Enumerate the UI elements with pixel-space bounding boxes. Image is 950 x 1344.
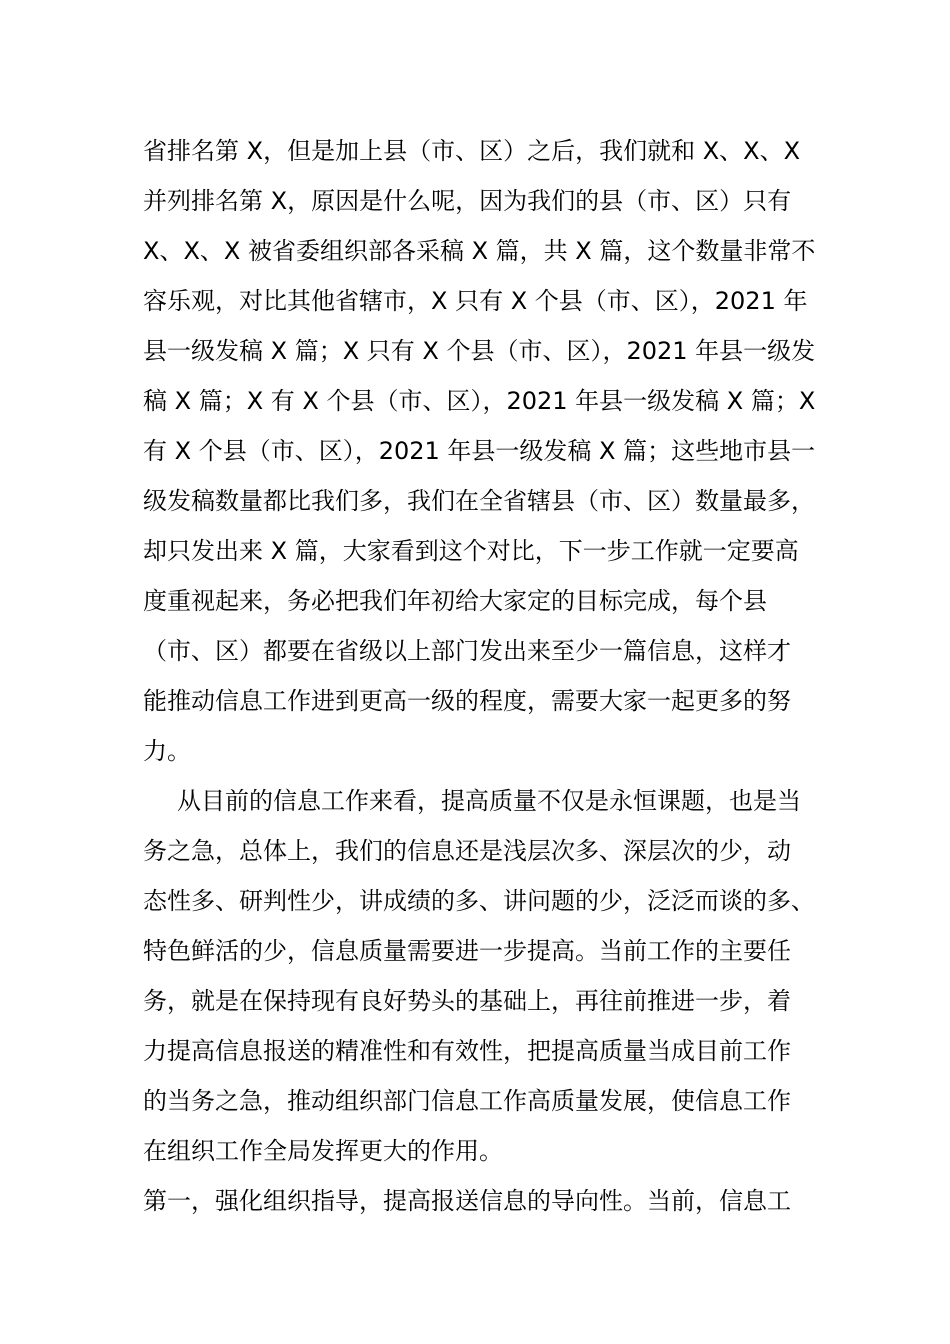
text-line: 却只发出来 X 篇，大家看到这个对比，下一步工作就一定要高 [143, 537, 799, 565]
text-line: 省排名第 X，但是加上县（市、区）之后，我们就和 X、X、X [143, 137, 801, 165]
text-line: 的当务之急，推动组织部门信息工作高质量发展，使信息工作 [143, 1087, 791, 1115]
text-line: 并列排名第 X，原因是什么呢，因为我们的县（市、区）只有 [143, 187, 792, 215]
text-line: 特色鲜活的少，信息质量需要进一步提高。当前工作的主要任 [143, 937, 791, 965]
text-line: 态性多、研判性少，讲成绩的多、讲问题的少，泛泛而谈的多、 [143, 887, 815, 915]
text-line: 稿 X 篇；X 有 X 个县（市、区），2021 年县一级发稿 X 篇；X [143, 387, 816, 415]
text-line: 县一级发稿 X 篇；X 只有 X 个县（市、区），2021 年县一级发 [143, 337, 816, 365]
text-line: 务，就是在保持现有良好势头的基础上，再往前推进一步，着 [143, 987, 791, 1015]
text-line: 务之急，总体上，我们的信息还是浅层次多、深层次的少，动 [143, 837, 791, 865]
text-line: （市、区）都要在省级以上部门发出来至少一篇信息，这样才 [143, 637, 791, 665]
section-heading-line: 第一，强化组织指导，提高报送信息的导向性。当前，信息工 [143, 1187, 791, 1215]
text-line: 能推动信息工作进到更高一级的程度，需要大家一起更多的努 [143, 687, 791, 715]
paragraph-first-line: 从目前的信息工作来看，提高质量不仅是永恒课题，也是当 [177, 787, 801, 815]
text-line: 力。 [143, 737, 191, 765]
text-line: 有 X 个县（市、区），2021 年县一级发稿 X 篇；这些地市县一 [143, 437, 816, 465]
text-line: 力提高信息报送的精准性和有效性，把提高质量当成目前工作 [143, 1037, 791, 1065]
text-line: 在组织工作全局发挥更大的作用。 [143, 1137, 503, 1165]
text-line: 级发稿数量都比我们多，我们在全省辖县（市、区）数量最多， [143, 487, 815, 515]
document-body [143, 126, 823, 1226]
text-line: X、X、X 被省委组织部各采稿 X 篇，共 X 篇，这个数量非常不 [143, 237, 816, 265]
text-line: 容乐观，对比其他省辖市，X 只有 X 个县（市、区），2021 年 [143, 287, 808, 315]
text-line: 度重视起来，务必把我们年初给大家定的目标完成，每个县 [143, 587, 767, 615]
